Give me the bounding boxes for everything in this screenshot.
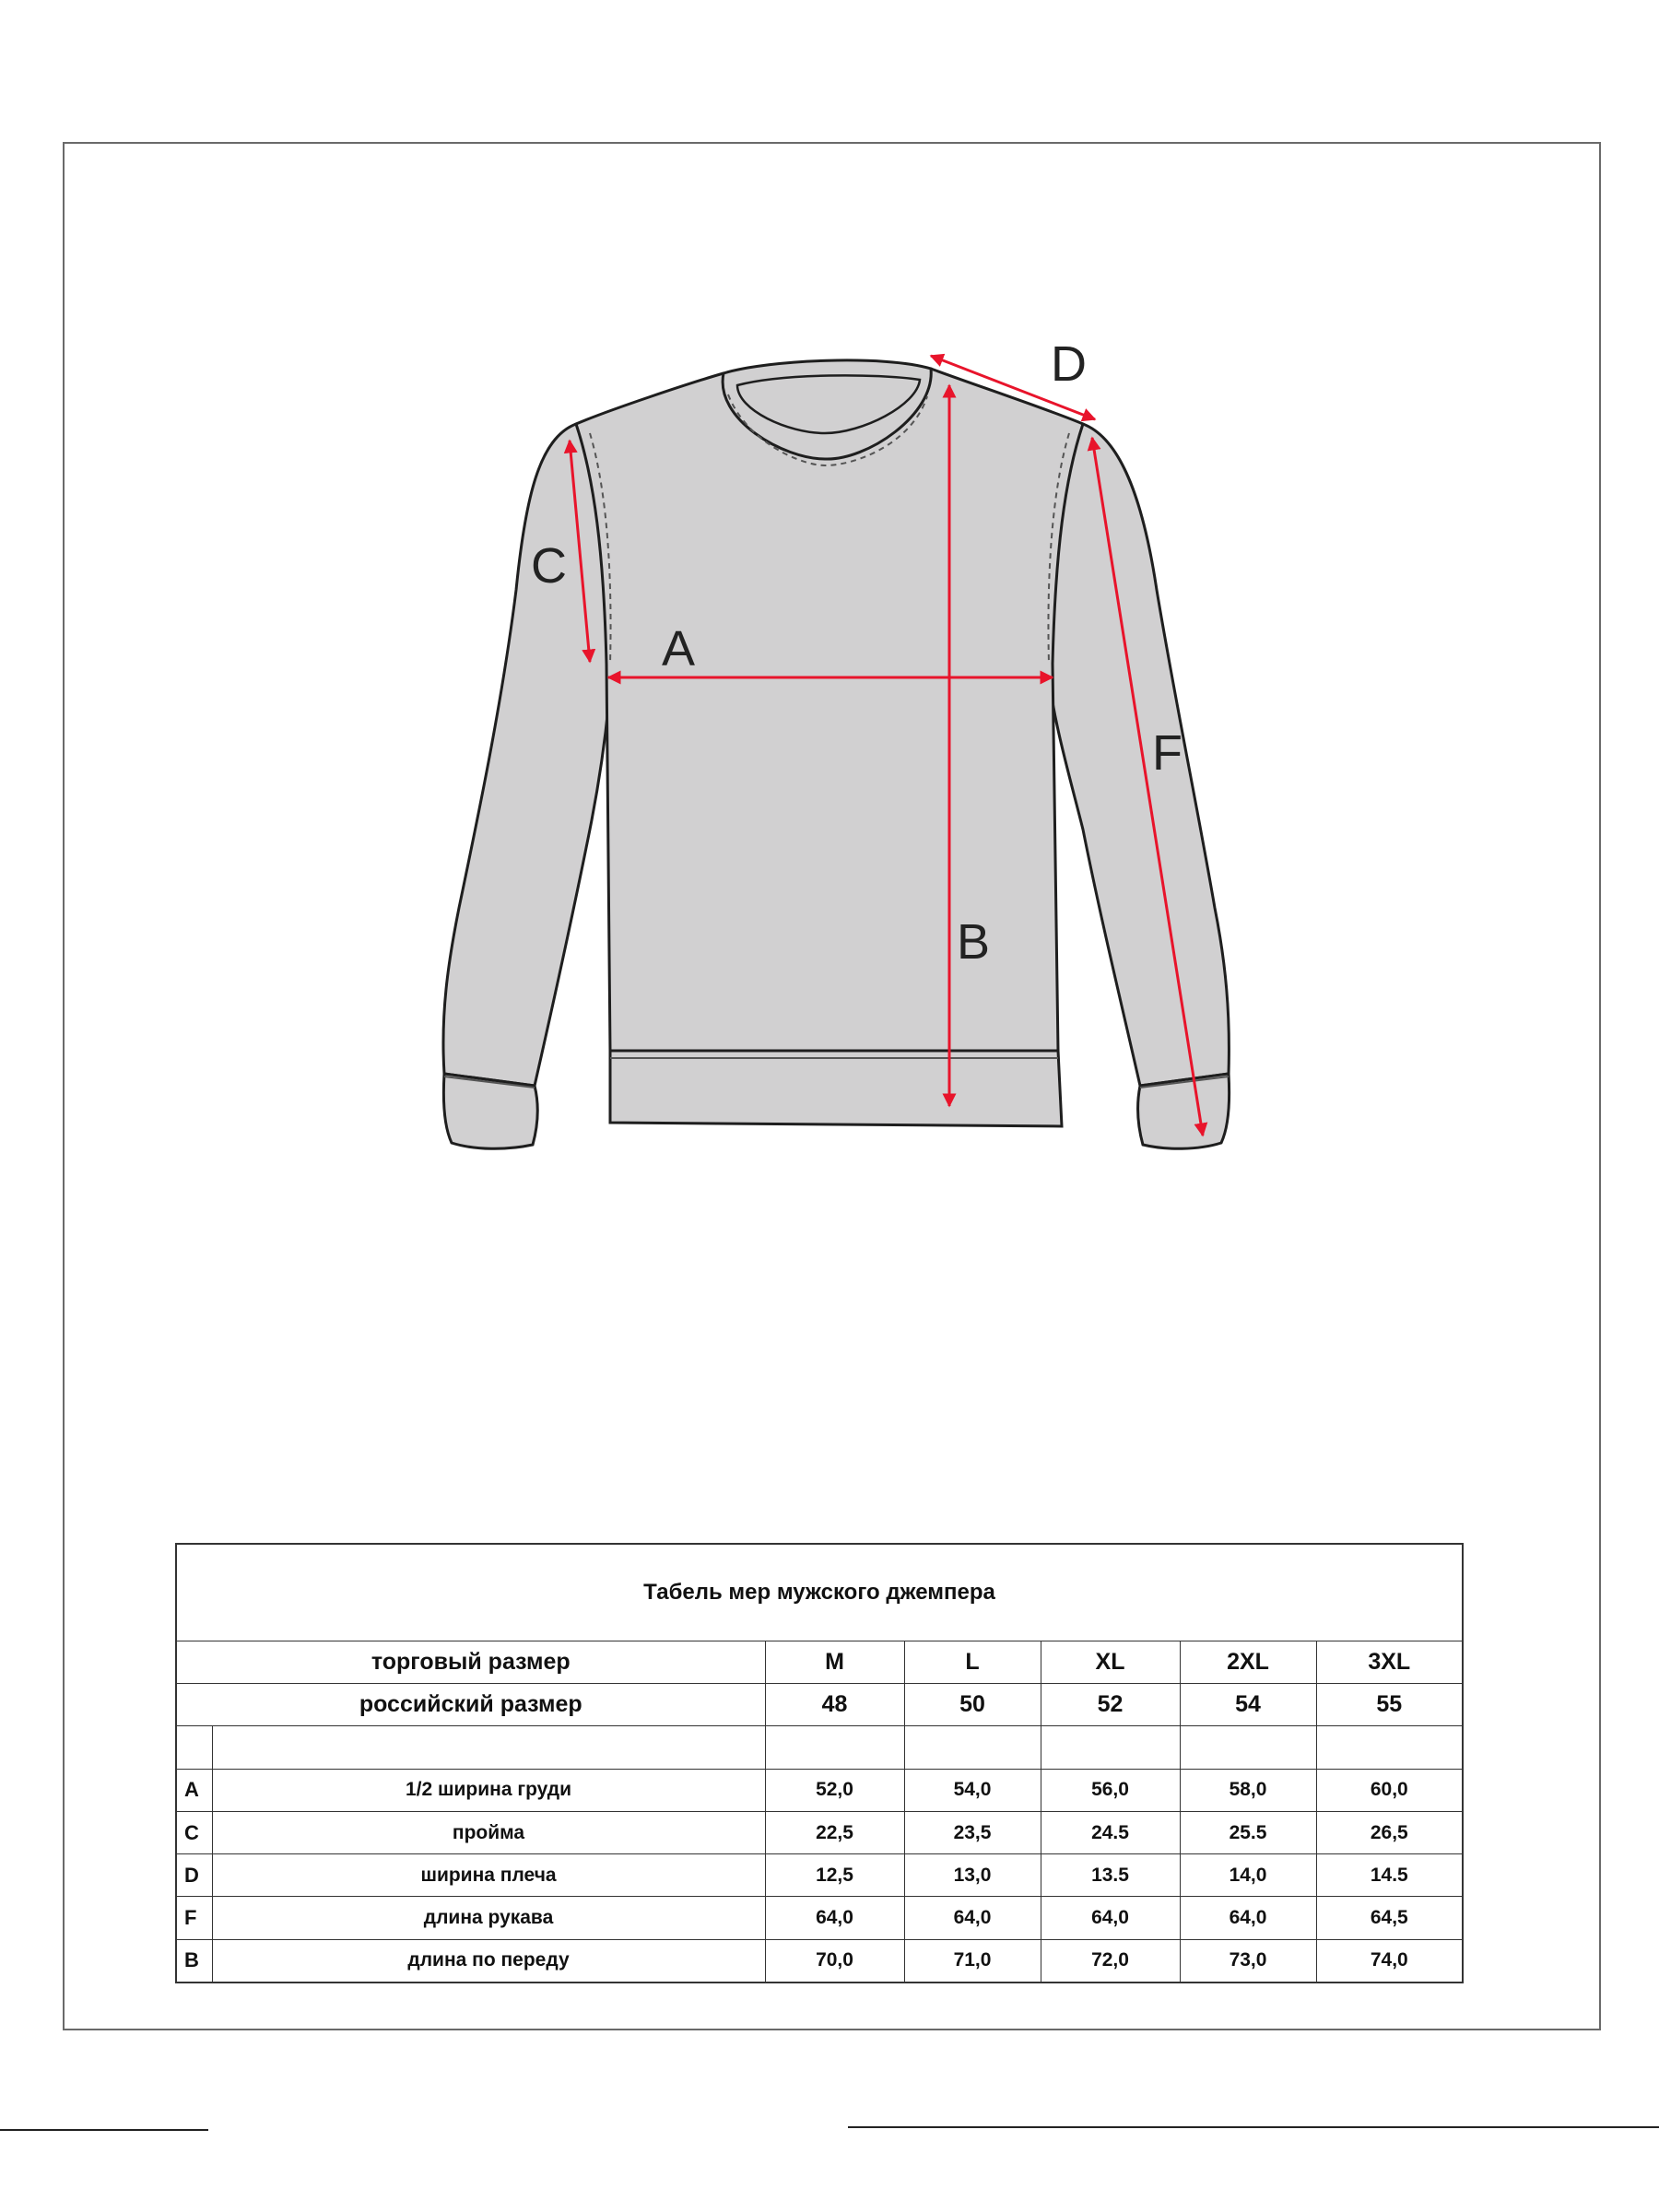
sweater-body bbox=[576, 369, 1083, 1051]
table-title-row bbox=[176, 1544, 1463, 1641]
measure-value: 14.5 bbox=[1316, 1854, 1463, 1897]
measure-value: 25.5 bbox=[1180, 1811, 1316, 1853]
russian-size: 54 bbox=[1180, 1684, 1316, 1726]
bottom-rule-right bbox=[848, 2126, 1659, 2128]
measure-value: 64,0 bbox=[1041, 1897, 1180, 1939]
measure-letter: D bbox=[176, 1854, 212, 1897]
label-c: C bbox=[531, 538, 567, 594]
waistband bbox=[610, 1051, 1062, 1126]
measure-value: 72,0 bbox=[1041, 1939, 1180, 1983]
measure-letter: C bbox=[176, 1811, 212, 1853]
measure-value: 52,0 bbox=[765, 1769, 904, 1811]
measure-value: 73,0 bbox=[1180, 1939, 1316, 1983]
measure-value: 64,5 bbox=[1316, 1897, 1463, 1939]
measure-value: 60,0 bbox=[1316, 1769, 1463, 1811]
right-sleeve bbox=[1045, 424, 1229, 1086]
russian-size-label: российский размер bbox=[176, 1684, 765, 1726]
label-b: B bbox=[957, 914, 991, 970]
measure-row bbox=[176, 1811, 1463, 1853]
measure-value: 24.5 bbox=[1041, 1811, 1180, 1853]
measure-value: 13,0 bbox=[904, 1854, 1041, 1897]
measure-value: 74,0 bbox=[1316, 1939, 1463, 1983]
measure-row bbox=[176, 1939, 1463, 1983]
measure-row bbox=[176, 1897, 1463, 1939]
table-title: Табель мер мужского джемпера bbox=[176, 1544, 1463, 1641]
measure-row bbox=[176, 1854, 1463, 1897]
measure-row bbox=[176, 1769, 1463, 1811]
measure-name: длина рукава bbox=[212, 1897, 765, 1939]
measure-name: пройма bbox=[212, 1811, 765, 1853]
measure-value: 22,5 bbox=[765, 1811, 904, 1853]
measure-value: 13.5 bbox=[1041, 1854, 1180, 1897]
size-header: 3XL bbox=[1316, 1641, 1463, 1683]
measure-value: 58,0 bbox=[1180, 1769, 1316, 1811]
left-cuff bbox=[443, 1074, 537, 1148]
left-sleeve bbox=[443, 424, 614, 1086]
size-header: M bbox=[765, 1641, 904, 1683]
russian-size: 50 bbox=[904, 1684, 1041, 1726]
label-a: A bbox=[662, 621, 696, 677]
right-cuff bbox=[1138, 1074, 1230, 1148]
measure-value: 70,0 bbox=[765, 1939, 904, 1983]
measure-value: 14,0 bbox=[1180, 1854, 1316, 1897]
spacer-row bbox=[176, 1726, 1463, 1769]
size-header: XL bbox=[1041, 1641, 1180, 1683]
measure-letter: A bbox=[176, 1769, 212, 1811]
measure-name: 1/2 ширина груди bbox=[212, 1769, 765, 1811]
bottom-rule-left bbox=[0, 2129, 208, 2131]
size-header: L bbox=[904, 1641, 1041, 1683]
trade-size-label: торговый размер bbox=[176, 1641, 765, 1683]
russian-size: 55 bbox=[1316, 1684, 1463, 1726]
trade-size-row bbox=[176, 1641, 1463, 1683]
label-f: F bbox=[1152, 725, 1182, 781]
measure-value: 54,0 bbox=[904, 1769, 1041, 1811]
size-table bbox=[175, 1543, 1464, 1983]
measure-name: ширина плеча bbox=[212, 1854, 765, 1897]
measure-value: 26,5 bbox=[1316, 1811, 1463, 1853]
measure-value: 64,0 bbox=[1180, 1897, 1316, 1939]
russian-size-row bbox=[176, 1684, 1463, 1726]
measure-name: длина по переду bbox=[212, 1939, 765, 1983]
measure-value: 64,0 bbox=[765, 1897, 904, 1939]
measure-value: 23,5 bbox=[904, 1811, 1041, 1853]
russian-size: 52 bbox=[1041, 1684, 1180, 1726]
measure-value: 64,0 bbox=[904, 1897, 1041, 1939]
measure-letter: B bbox=[176, 1939, 212, 1983]
measure-value: 56,0 bbox=[1041, 1769, 1180, 1811]
measure-letter: F bbox=[176, 1897, 212, 1939]
size-header: 2XL bbox=[1180, 1641, 1316, 1683]
measure-value: 12,5 bbox=[765, 1854, 904, 1897]
russian-size: 48 bbox=[765, 1684, 904, 1726]
label-d: D bbox=[1051, 336, 1087, 392]
measure-value: 71,0 bbox=[904, 1939, 1041, 1983]
